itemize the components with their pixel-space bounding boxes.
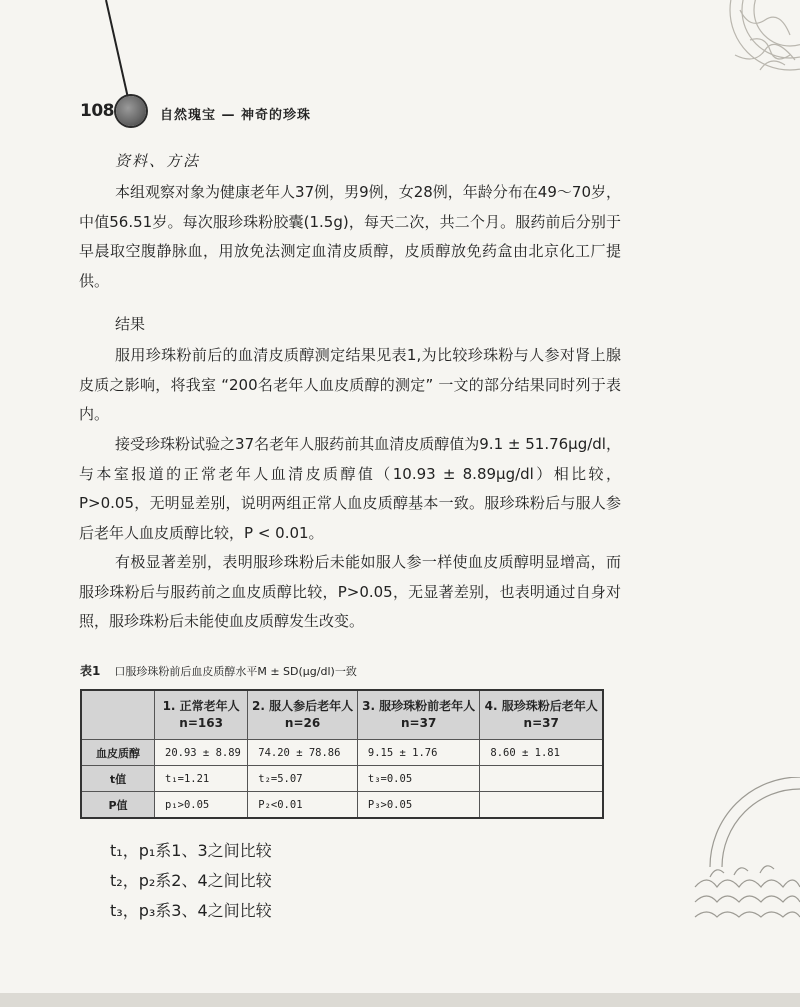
results-paragraph-2: 接受珍珠粉试验之37名老年人服药前其血清皮质醇值为9.1 ± 51.76μg/dl，与本室报道的正常老年人血清皮质醇值（10.93 ± 8.89μg/dl）相比较，P>0.05，无明显差别，说明两组正常人血皮质醇基本一致。服珍珠粉后与服人参后老年人血皮质醇比较，P < 0.01。	[79, 435, 621, 542]
column-header: 2. 服人参后老年人 n=26	[248, 690, 358, 740]
running-header-title: 自然瑰宝 — 神奇的珍珠	[160, 108, 312, 123]
table-cell: 74.20 ± 78.86	[248, 740, 358, 766]
row-label: t值	[81, 766, 155, 792]
results-heading: 结果	[115, 315, 146, 333]
table-cell: t₁=1.21	[155, 766, 248, 792]
table-row	[81, 740, 603, 766]
methods-paragraph: 本组观察对象为健康老年人37例，男9例，女28例，年龄分布在49～70岁，中值56.51岁。每次服珍珠粉胶囊(1.5g)，每天二次，共二个月。服药前后分别于早晨取空腹静脉血，用放免法测定血清皮质醇，皮质醇放免药盒由北京化工厂提供。	[79, 183, 621, 290]
table-cell: 8.60 ± 1.81	[480, 740, 603, 766]
table-row	[81, 766, 603, 792]
table-cell: 20.93 ± 8.89	[155, 740, 248, 766]
table-caption-text: 口服珍珠粉前后血皮质醇水平M ± SD(μg/dl)一致	[114, 665, 357, 678]
column-header: 1. 正常老年人 n=163	[155, 690, 248, 740]
note-line: t₃，p₃系3、4之间比较	[110, 901, 272, 920]
table-cell: p₁>0.05	[155, 792, 248, 819]
methods-heading: 资料、方法	[115, 152, 201, 170]
table-caption	[80, 662, 357, 679]
table-notes	[110, 836, 272, 926]
table-cell: t₃=0.05	[357, 766, 480, 792]
row-label: 血皮质醇	[81, 740, 155, 766]
table-cell	[480, 766, 603, 792]
results-paragraph-3: 有极显著差别，表明服珍珠粉后未能如服人参一样使血皮质醇明显增高，而服珍珠粉后与服药前之血皮质醇比较，P>0.05，无显著差别，也表明通过自身对照，服珍珠粉后未能使血皮质醇发生改变。	[79, 553, 621, 630]
results-paragraph-1: 服用珍珠粉前后的血清皮质醇测定结果见表1,为比较珍珠粉与人参对肾上腺皮质之影响，将我室 “200名老年人血皮质醇的测定” 一文的部分结果同时列于表内。	[79, 346, 621, 423]
table-corner-cell	[81, 690, 155, 740]
table-cell	[480, 792, 603, 819]
column-header: 3. 服珍珠粉前老年人 n=37	[357, 690, 480, 740]
table-row	[81, 792, 603, 819]
wave-ornament-icon	[690, 777, 800, 947]
table-caption-label: 表1	[80, 664, 101, 678]
table-cell: P₂<0.01	[248, 792, 358, 819]
cortisol-table	[80, 689, 604, 819]
note-line: t₂，p₂系2、4之间比较	[110, 871, 272, 890]
table-cell: 9.15 ± 1.76	[357, 740, 480, 766]
table-cell: P₃>0.05	[357, 792, 480, 819]
note-line: t₁，p₁系1、3之间比较	[110, 841, 272, 860]
page-number: 108	[80, 101, 114, 121]
page-bottom-edge	[0, 993, 800, 1007]
table-cell: t₂=5.07	[248, 766, 358, 792]
corner-ornament-icon	[680, 0, 800, 120]
pearl-icon	[116, 96, 146, 126]
table-header-row	[81, 690, 603, 740]
row-label: P值	[81, 792, 155, 819]
column-header: 4. 服珍珠粉后老年人 n=37	[480, 690, 603, 740]
